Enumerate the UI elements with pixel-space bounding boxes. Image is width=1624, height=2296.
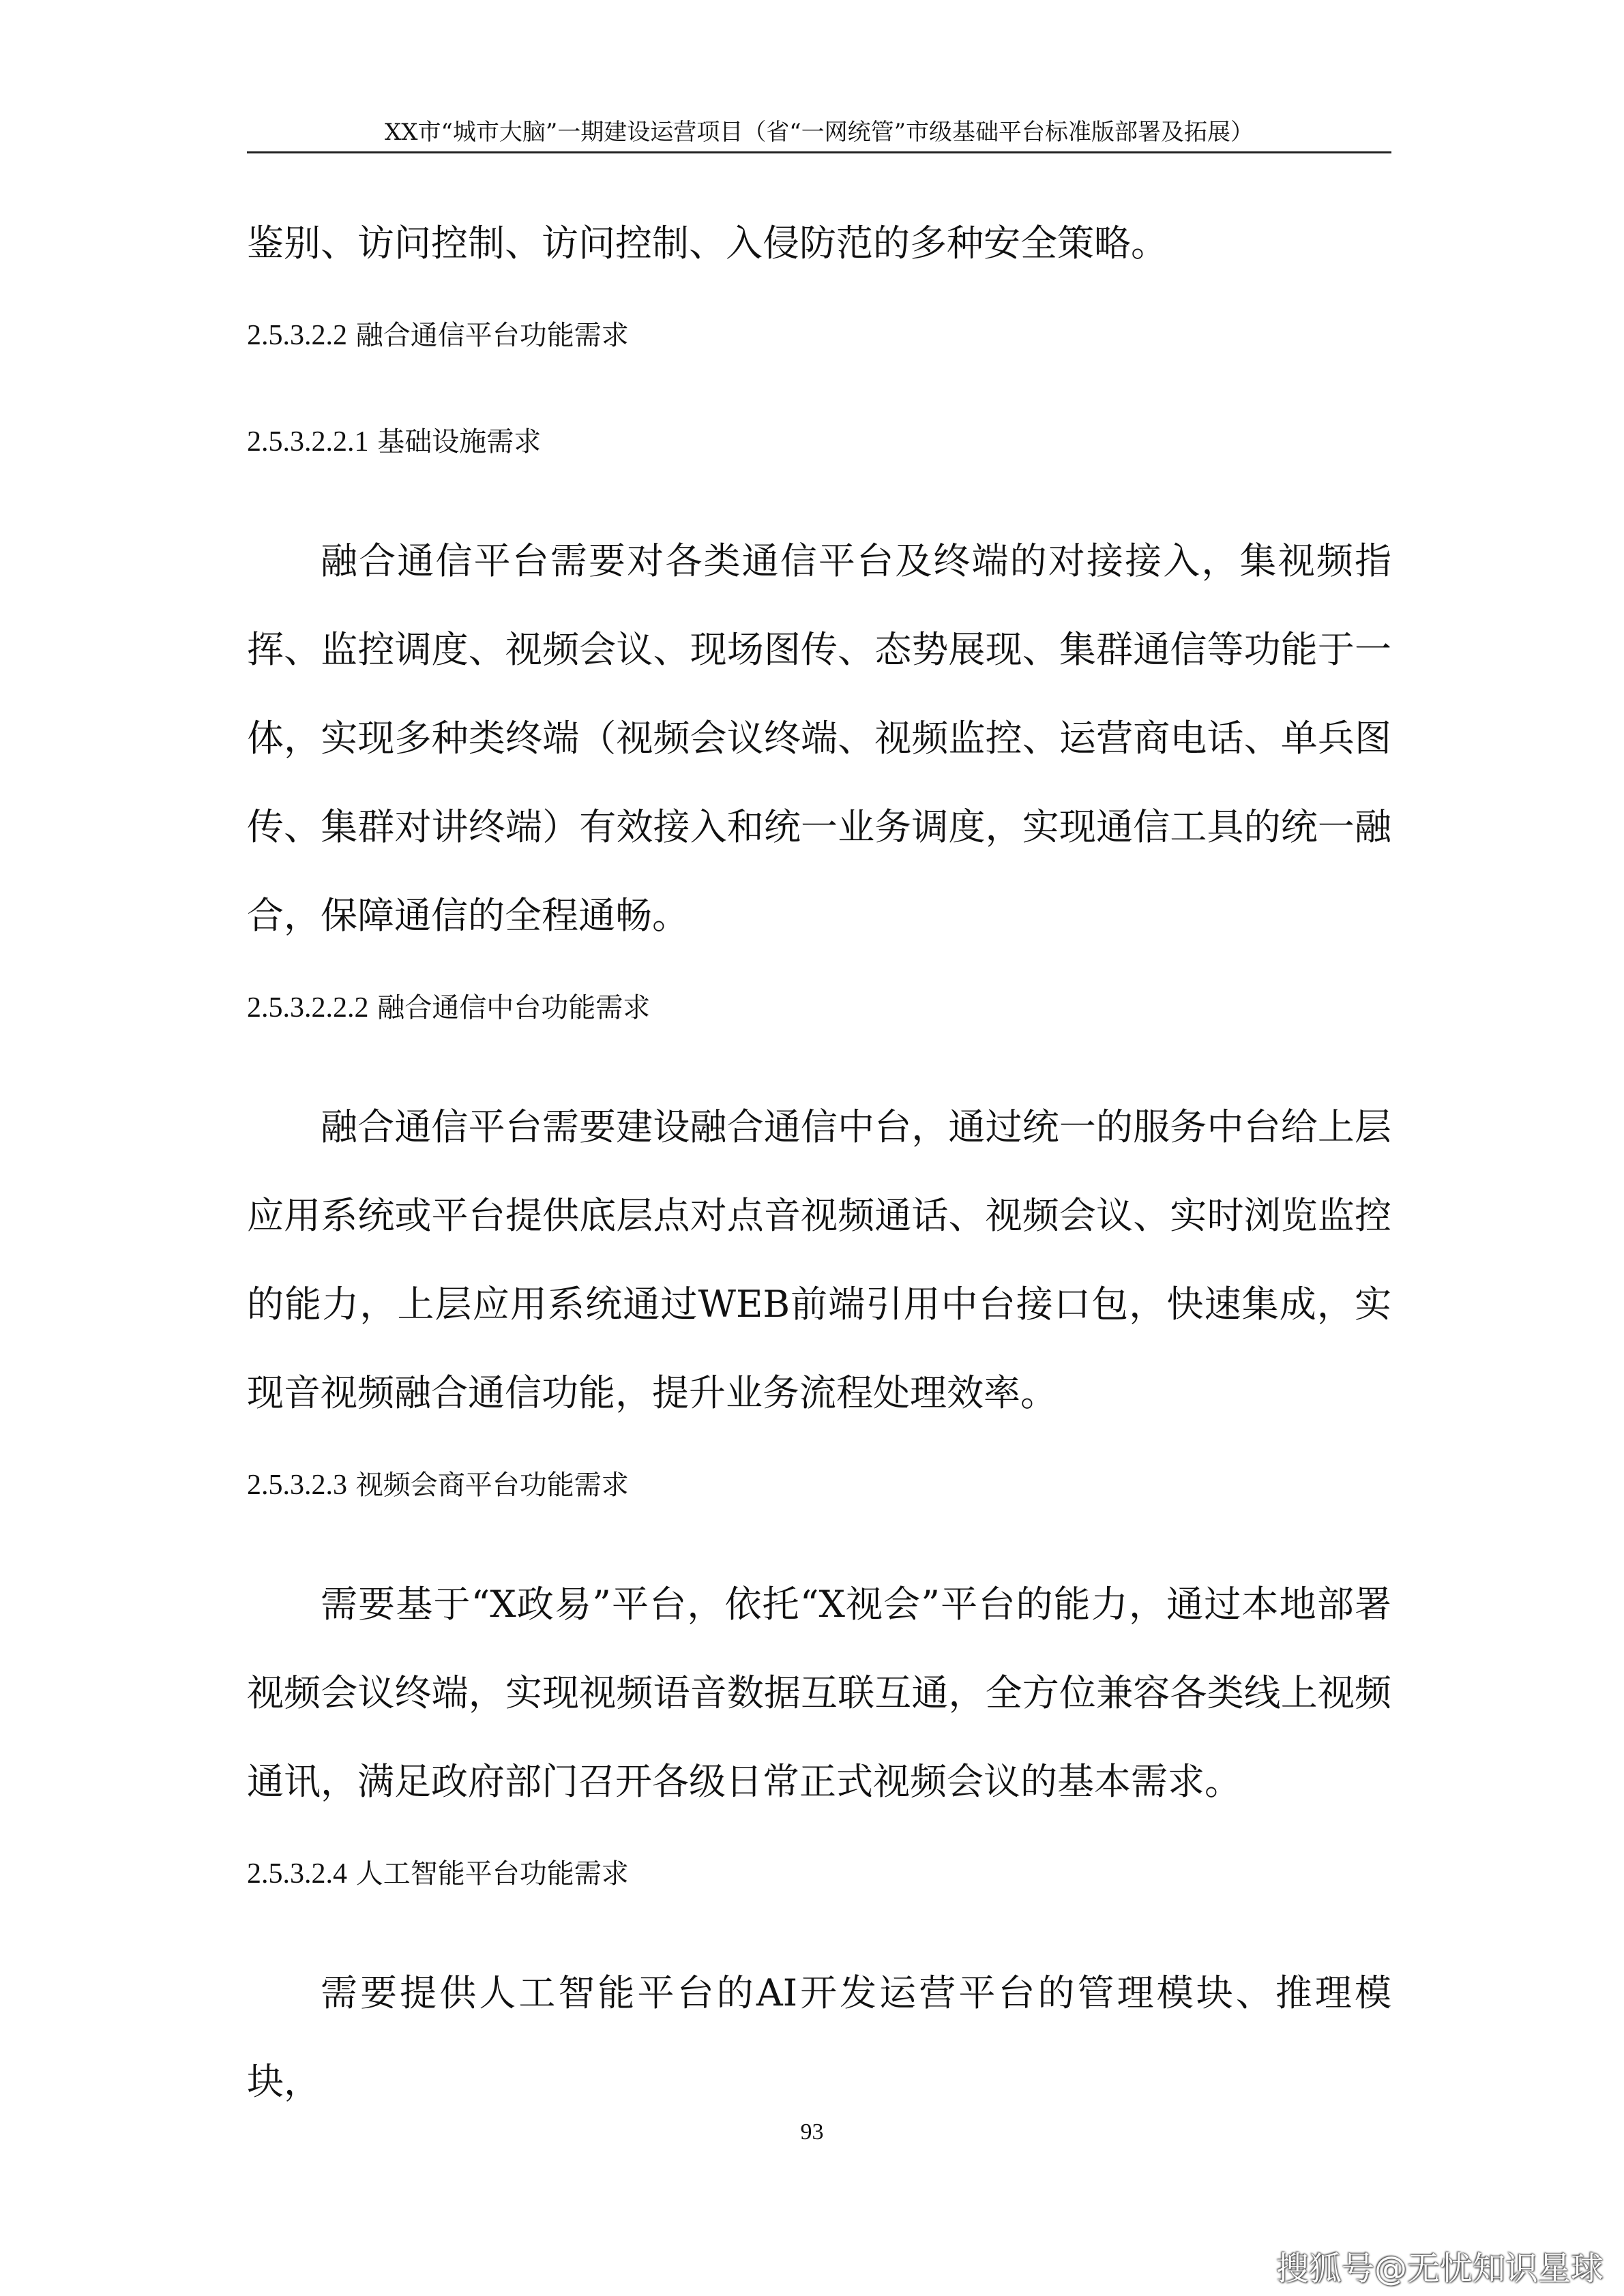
section-heading-2-5-3-2-4	[247, 1853, 1391, 1894]
heading-title: 融合通信平台功能需求	[355, 320, 629, 351]
page-header	[247, 109, 1391, 153]
watermark: 搜狐号@无忧知识星球	[1275, 2250, 1604, 2288]
heading-title: 视频会商平台功能需求	[355, 1470, 629, 1501]
section-heading-2-5-3-2-2	[247, 315, 1391, 356]
paragraph-intro: 鉴别、访问控制、访问控制、入侵防范的多种安全策略。	[247, 222, 1168, 265]
header-title: XX市“城市大脑”一期建设运营项目（省“一网统管”市级基础平台标准版部署及拓展）	[385, 119, 1254, 146]
paragraph-video-conference: 需要基于“X政易”平台，依托“X视会”平台的能力，通过本地部署视频会议终端，实现视频语音数据互联互通，全方位兼容各类线上视频通讯，满足政府部门召开各级日常正式视频会议的基本需求。	[247, 1583, 1391, 1803]
section-heading-2-5-3-2-2-2	[247, 987, 1391, 1028]
heading-number: 2.5.3.2.4	[247, 1858, 347, 1890]
heading-number: 2.5.3.2.3	[247, 1470, 347, 1501]
section-heading-2-5-3-2-3	[247, 1465, 1391, 1506]
document-body	[247, 199, 1391, 2126]
heading-number: 2.5.3.2.2.1	[247, 426, 369, 458]
page-number: 93	[800, 2119, 824, 2145]
heading-title: 人工智能平台功能需求	[355, 1858, 629, 1890]
paragraph-ai-platform: 需要提供人工智能平台的AI开发运营平台的管理模块、推理模块，	[247, 1971, 1391, 2103]
paragraph-middle-platform: 融合通信平台需要建设融合通信中台，通过统一的服务中台给上层应用系统或平台提供底层点对点音视频通话、视频会议、实时浏览监控的能力，上层应用系统通过WEB前端引用中台接口包，快速集成，实现音视频融合通信功能，提升业务流程处理效率。	[247, 1105, 1391, 1414]
heading-number: 2.5.3.2.2.2	[247, 992, 369, 1024]
heading-number: 2.5.3.2.2	[247, 320, 347, 351]
paragraph-infrastructure: 融合通信平台需要对各类通信平台及终端的对接接入，集视频指挥、监控调度、视频会议、现场图传、态势展现、集群通信等功能于一体，实现多种类终端（视频会议终端、视频监控、运营商电话、单兵图传、集群对讲终端）有效接入和统一业务调度，实现通信工具的统一融合，保障通信的全程通畅。	[247, 539, 1391, 937]
section-heading-2-5-3-2-2-1	[247, 421, 1391, 462]
heading-title: 基础设施需求	[377, 426, 542, 458]
heading-title: 融合通信中台功能需求	[377, 992, 651, 1024]
